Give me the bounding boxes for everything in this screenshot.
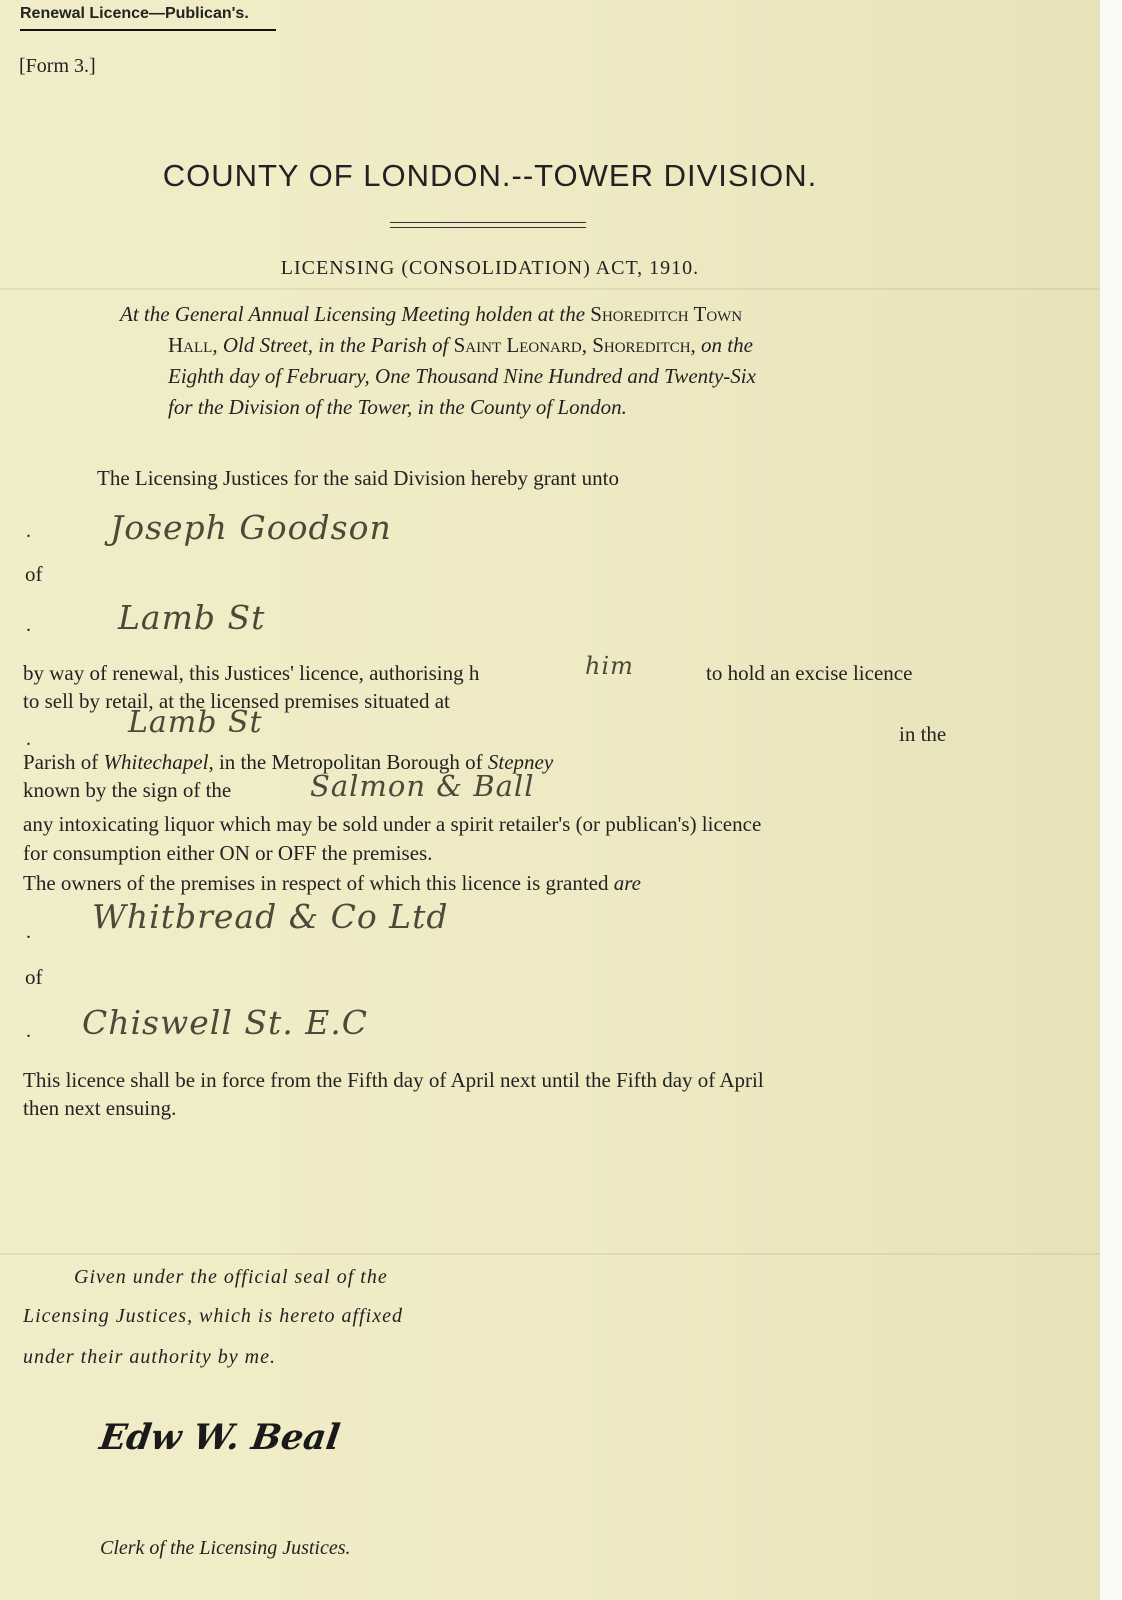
parish-line: Parish of Whitechapel, in the Metropolitan Borough of Stepney: [23, 750, 554, 774]
renewal-line-b: to hold an excise licence: [706, 661, 913, 685]
seal-line-1: Given under the official seal of the: [74, 1266, 388, 1288]
sign-line: known by the sign of the: [23, 778, 232, 802]
clerk-title: Clerk of the Licensing Justices.: [100, 1537, 351, 1559]
force-line: This licence shall be in force from the Fifth day of April next until the Fifth day of April: [23, 1068, 764, 1092]
title-rule: [390, 222, 586, 223]
line-dot: .: [26, 728, 31, 750]
owners-address: Chiswell St. E.C: [82, 1003, 369, 1042]
premises-sign: Salmon & Ball: [310, 769, 535, 803]
seal-line-3: under their authority by me.: [23, 1346, 276, 1368]
owners-line: The owners of the premises in respect of which this licence is granted are: [23, 871, 641, 895]
preamble-line-2: Hall, Old Street, in the Parish of Saint Leonard, Shoreditch, on the: [168, 333, 753, 357]
renewal-line-a: by way of renewal, this Justices' licence, authorising h: [23, 661, 480, 685]
line-dot: .: [26, 614, 31, 636]
paper-fold: [0, 1253, 1122, 1255]
licensee-name: Joseph Goodson: [110, 508, 392, 547]
paper-edge: [1100, 0, 1122, 1600]
preamble-line-3: Eighth day of February, One Thousand Nine Hundred and Twenty-Six: [168, 364, 756, 388]
of-label: of: [25, 965, 43, 989]
header-tag: Renewal Licence—Publican's.: [20, 5, 249, 22]
line-dot: .: [26, 1020, 31, 1042]
title-rule: [390, 227, 586, 228]
sell-line: to sell by retail, at the licensed premises situated at: [23, 689, 450, 713]
preamble-line-1: At the General Annual Licensing Meeting holden at the Shoreditch Town: [120, 302, 743, 326]
document-title: COUNTY OF LONDON.--TOWER DIVISION.: [162, 158, 818, 193]
seal-line-2: Licensing Justices, which is hereto affixed: [23, 1305, 403, 1327]
line-dot: .: [26, 520, 31, 542]
grant-intro: The Licensing Justices for the said Division hereby grant unto: [97, 466, 619, 490]
ensuing-line: then next ensuing.: [23, 1096, 177, 1120]
consumption-line: for consumption either ON or OFF the premises.: [23, 841, 433, 865]
licensee-pronoun: him: [585, 652, 634, 680]
licensee-address: Lamb St: [118, 598, 266, 637]
form-number: [Form 3.]: [19, 55, 96, 77]
paper-fold: [0, 288, 1122, 290]
preamble-line-4: for the Division of the Tower, in the County of London.: [168, 395, 627, 419]
line-dot: .: [26, 921, 31, 943]
act-heading: LICENSING (CONSOLIDATION) ACT, 1910.: [280, 257, 700, 279]
owners-name: Whitbread & Co Ltd: [92, 897, 449, 936]
header-underline: [20, 29, 276, 31]
premises-address: Lamb St: [128, 705, 263, 740]
liquor-line: any intoxicating liquor which may be sold under a spirit retailer's (or publican's) licence: [23, 812, 762, 836]
clerk-signature: Edw W. Beal: [97, 1417, 343, 1458]
of-label: of: [25, 562, 43, 586]
in-the-label: in the: [899, 722, 947, 746]
